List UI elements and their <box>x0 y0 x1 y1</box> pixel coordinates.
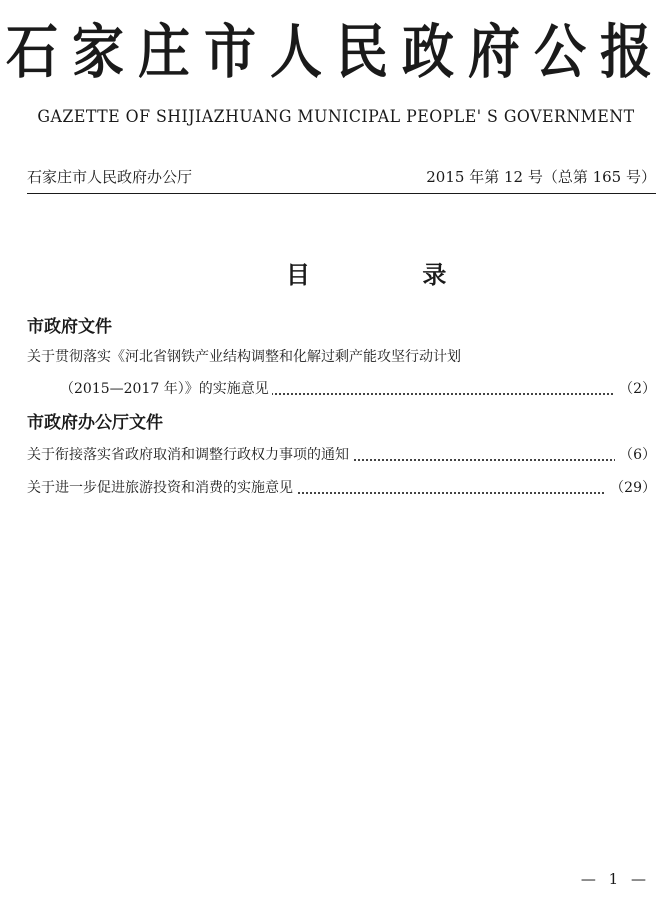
issue-info-row <box>27 163 656 191</box>
header-divider <box>27 193 656 194</box>
gazette-masthead: 石家庄市人民政府公报 <box>5 19 666 87</box>
issue-number: 2015 年第 12 号（总第 165 号） <box>426 168 656 186</box>
toc-title: 目 录 <box>286 261 499 289</box>
toc-entry-line[interactable] <box>60 377 656 401</box>
page-number: — 1 — <box>580 870 650 888</box>
toc-entry-page: （2） <box>615 377 656 401</box>
toc-section-heading: 市政府办公厅文件 <box>27 413 163 433</box>
toc-entry-page: （29） <box>606 476 656 500</box>
toc-entry-line[interactable] <box>27 476 656 500</box>
gazette-english-subtitle: GAZETTE OF SHIJIAZHUANG MUNICIPAL PEOPLE' S GOVERNMENT <box>37 107 635 127</box>
toc-entry-title-continued: （2015—2017 年）》的实施意见 <box>60 377 272 401</box>
toc-entry-title: 关于衔接落实省政府取消和调整行政权力事项的通知 <box>27 443 352 467</box>
toc-section-heading: 市政府文件 <box>27 317 112 337</box>
issuer-name: 石家庄市人民政府办公厅 <box>27 168 193 186</box>
toc-entry-page: （6） <box>615 443 656 467</box>
toc-entry-title: 关于进一步促进旅游投资和消费的实施意见 <box>27 476 296 500</box>
toc-entry-line[interactable] <box>27 443 656 467</box>
toc-entry-title: 关于贯彻落实《河北省钢铁产业结构调整和化解过剩产能攻坚行动计划 <box>27 345 464 369</box>
toc-entry-line[interactable] <box>27 345 656 369</box>
